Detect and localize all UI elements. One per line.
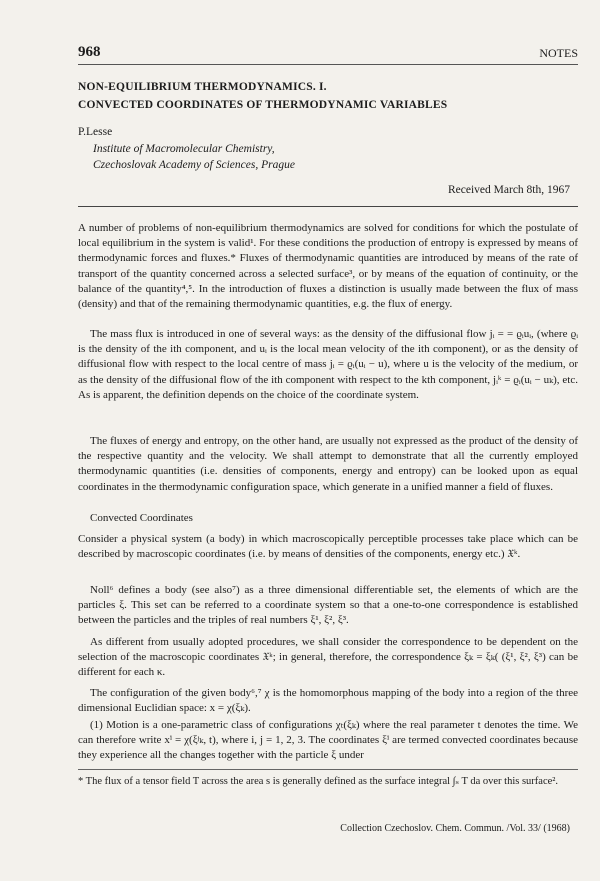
footnote-divider — [78, 769, 578, 770]
section-heading: Convected Coordinates — [90, 512, 193, 524]
header-divider — [78, 206, 578, 207]
page-number: 968 — [78, 44, 101, 60]
affiliation-line-1: Institute of Macromolecular Chemistry, — [93, 143, 275, 155]
paragraph-physical-system: Consider a physical system (a body) in which macroscopically perceptible processes take place which can be described by macroscopic coordinates (i.e. by means of densities of the components, energy etc.) 𝔛ᵏ. — [78, 533, 578, 561]
paragraph-motion: (1) Motion is a one-parametric class of configurations χₜ(ξₖ) where the real parameter t denotes the time. We can therefore write xⁱ = χ(ξʲₖ, t), where i, j = 1, 2, 3. The coordinates ξⁱ are termed convected coordinates because they experience all the changes together with the particle ξ under — [78, 719, 578, 762]
paragraph-fluxes-energy: The fluxes of energy and entropy, on the other hand, are usually not expressed as the product of the density of the respective quantity and the velocity. We shall attempt to demonstrate that all the currently employed thermodynamic quantities (i.e. densities of components, energy and entropy) can be looked upon as equal coordinates in the thermodynamic configuration space, which generate in a unified manner a field of fluxes. — [78, 435, 578, 493]
footnote: * The flux of a tensor field T across the area s is generally defined as the surface integral ∫ₛ T da over this surface². — [78, 776, 559, 787]
affiliation-line-2: Czechoslovak Academy of Sciences, Prague — [93, 159, 295, 171]
author-name: P.Lesse — [78, 126, 113, 138]
paragraph-configuration: The configuration of the given body⁶,⁷ χ is the homomorphous mapping of the body into a region of the three dimensional Euclidian space: x = χ(ξₖ). — [78, 687, 578, 715]
paragraph-intro: A number of problems of non-equilibrium thermodynamics are solved for conditions for which the postulate of local equilibrium in the system is valid¹. For these conditions the production of entropy is expressed by means of thermodynamic forces and fluxes.* Fluxes of thermodynamic quantities are introduced by means of the rate of transport of the quantity concerned across a selected surface³, or by means of the equation of continuity, or the balance of the quantity⁴,⁵. In the introduction of fluxes a distinction is usually made between the flux of mass (density) and that of the remaining thermodynamic quantities, e.g. the flux of energy. — [78, 222, 578, 311]
section-label: NOTES — [539, 46, 578, 60]
received-date: Received March 8th, 1967 — [448, 184, 570, 196]
paragraph-mass-flux: The mass flux is introduced in one of several ways: as the density of the diffusional flow jᵢ = = ϱᵢuᵢ, (where ϱᵢ is the density of the ith component, and uᵢ is the local mean velocity of the ith component), or as the density of diffusional flow with respect to the local centre of mass jᵢ = ϱᵢ(uᵢ − u), where u is the velocity of the medium, or as the density of the diffusional flow of the ith component with respect to the kth component, jᵢᵏ = ϱᵢ(uᵢ − uₖ), etc. As is apparent, the definition depends on the choice of the coordinate system. — [78, 328, 578, 401]
article-title-line-1: NON-EQUILIBRIUM THERMODYNAMICS. I. — [78, 81, 327, 93]
article-title-line-2: CONVECTED COORDINATES OF THERMODYNAMIC VARIABLES — [78, 99, 448, 111]
paragraph-noll-definition: Noll⁶ defines a body (see also⁷) as a three dimensional differentiable set, the elements of which are the particles ξ. This set can be referred to a coordinate system so that a one-to-one correspondence is established between the particles and the triples of real numbers ξ¹, ξ², ξ³. — [78, 584, 578, 627]
journal-citation: Collection Czechoslov. Chem. Commun. /Vol. 33/ (1968) — [340, 823, 570, 834]
page-header — [78, 44, 578, 65]
paragraph-correspondence: As different from usually adopted procedures, we shall consider the correspondence to be dependent on the selection of the macroscopic coordinates 𝔛ᵏ; in general, therefore, the correspondence ξₖ = ξₖ( (ξ¹, ξ², ξ³) can be different for each κ. — [78, 636, 578, 679]
